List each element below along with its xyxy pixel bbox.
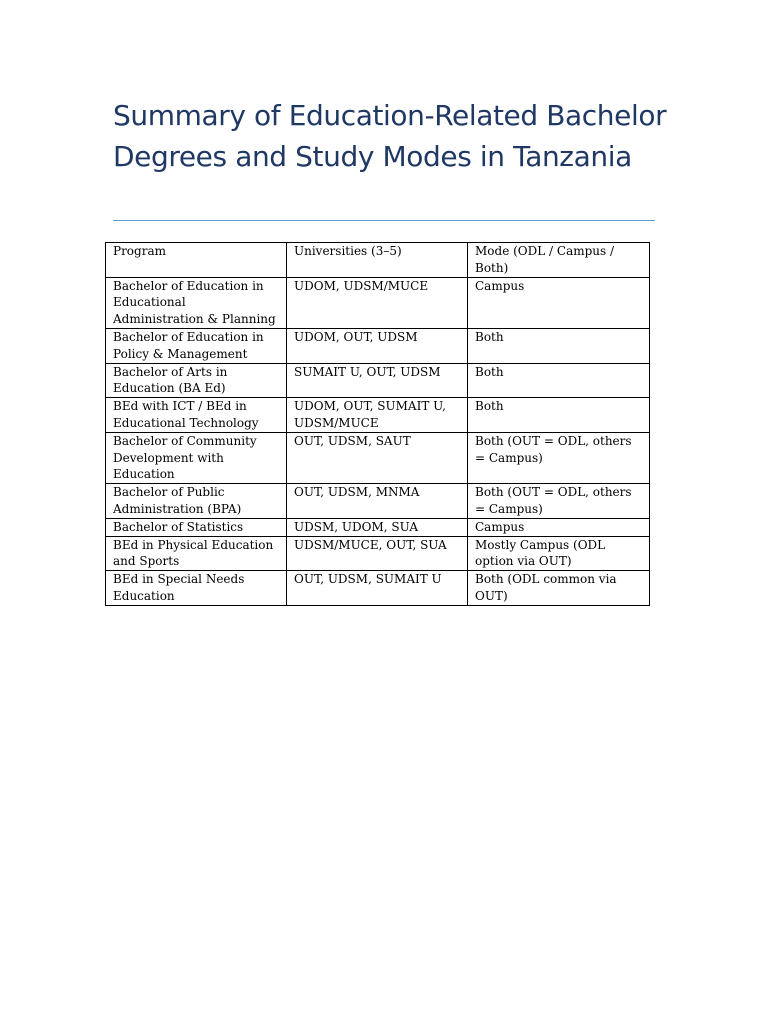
mode-cell: Both (OUT = ODL, others = Campus) <box>468 484 650 519</box>
mode-cell: Both <box>468 363 650 398</box>
program-cell: Bachelor of Community Development with Education <box>106 432 287 483</box>
mode-cell: Both (ODL common via OUT) <box>468 571 650 606</box>
mode-cell: Both <box>468 328 650 363</box>
universities-cell: UDSM/MUCE, OUT, SUA <box>287 536 468 571</box>
program-cell: Bachelor of Arts in Education (BA Ed) <box>106 363 287 398</box>
degrees-table <box>105 242 650 606</box>
table-row <box>106 484 650 519</box>
universities-cell: UDOM, OUT, UDSM <box>287 328 468 363</box>
table-row <box>106 363 650 398</box>
program-cell: BEd in Special Needs Education <box>106 571 287 606</box>
program-cell: Bachelor of Education in Educational Administration & Planning <box>106 277 287 328</box>
universities-cell: SUMAIT U, OUT, UDSM <box>287 363 468 398</box>
program-cell: Bachelor of Public Administration (BPA) <box>106 484 287 519</box>
program-cell: Bachelor of Statistics <box>106 518 287 536</box>
table-row <box>106 518 650 536</box>
universities-cell: UDSM, UDOM, SUA <box>287 518 468 536</box>
program-cell: Bachelor of Education in Policy & Management <box>106 328 287 363</box>
table-row <box>106 398 650 433</box>
universities-cell: OUT, UDSM, MNMA <box>287 484 468 519</box>
mode-cell: Both <box>468 398 650 433</box>
table-row <box>106 328 650 363</box>
table-row <box>106 536 650 571</box>
header-universities: Universities (3–5) <box>287 243 468 278</box>
title-underline <box>113 220 655 221</box>
universities-cell: OUT, UDSM, SUMAIT U <box>287 571 468 606</box>
table-row <box>106 571 650 606</box>
table-row <box>106 277 650 328</box>
program-cell: BEd with ICT / BEd in Educational Technology <box>106 398 287 433</box>
mode-cell: Campus <box>468 277 650 328</box>
header-program: Program <box>106 243 287 278</box>
universities-cell: UDOM, OUT, SUMAIT U, UDSM/MUCE <box>287 398 468 433</box>
mode-cell: Mostly Campus (ODL option via OUT) <box>468 536 650 571</box>
mode-cell: Campus <box>468 518 650 536</box>
header-mode: Mode (ODL / Campus / Both) <box>468 243 650 278</box>
table-row <box>106 432 650 483</box>
document-title: Summary of Education-Related Bachelor Degrees and Study Modes in Tanzania <box>113 99 667 173</box>
mode-cell: Both (OUT = ODL, others = Campus) <box>468 432 650 483</box>
universities-cell: OUT, UDSM, SAUT <box>287 432 468 483</box>
program-cell: BEd in Physical Education and Sports <box>106 536 287 571</box>
universities-cell: UDOM, UDSM/MUCE <box>287 277 468 328</box>
table-header-row <box>106 243 650 278</box>
